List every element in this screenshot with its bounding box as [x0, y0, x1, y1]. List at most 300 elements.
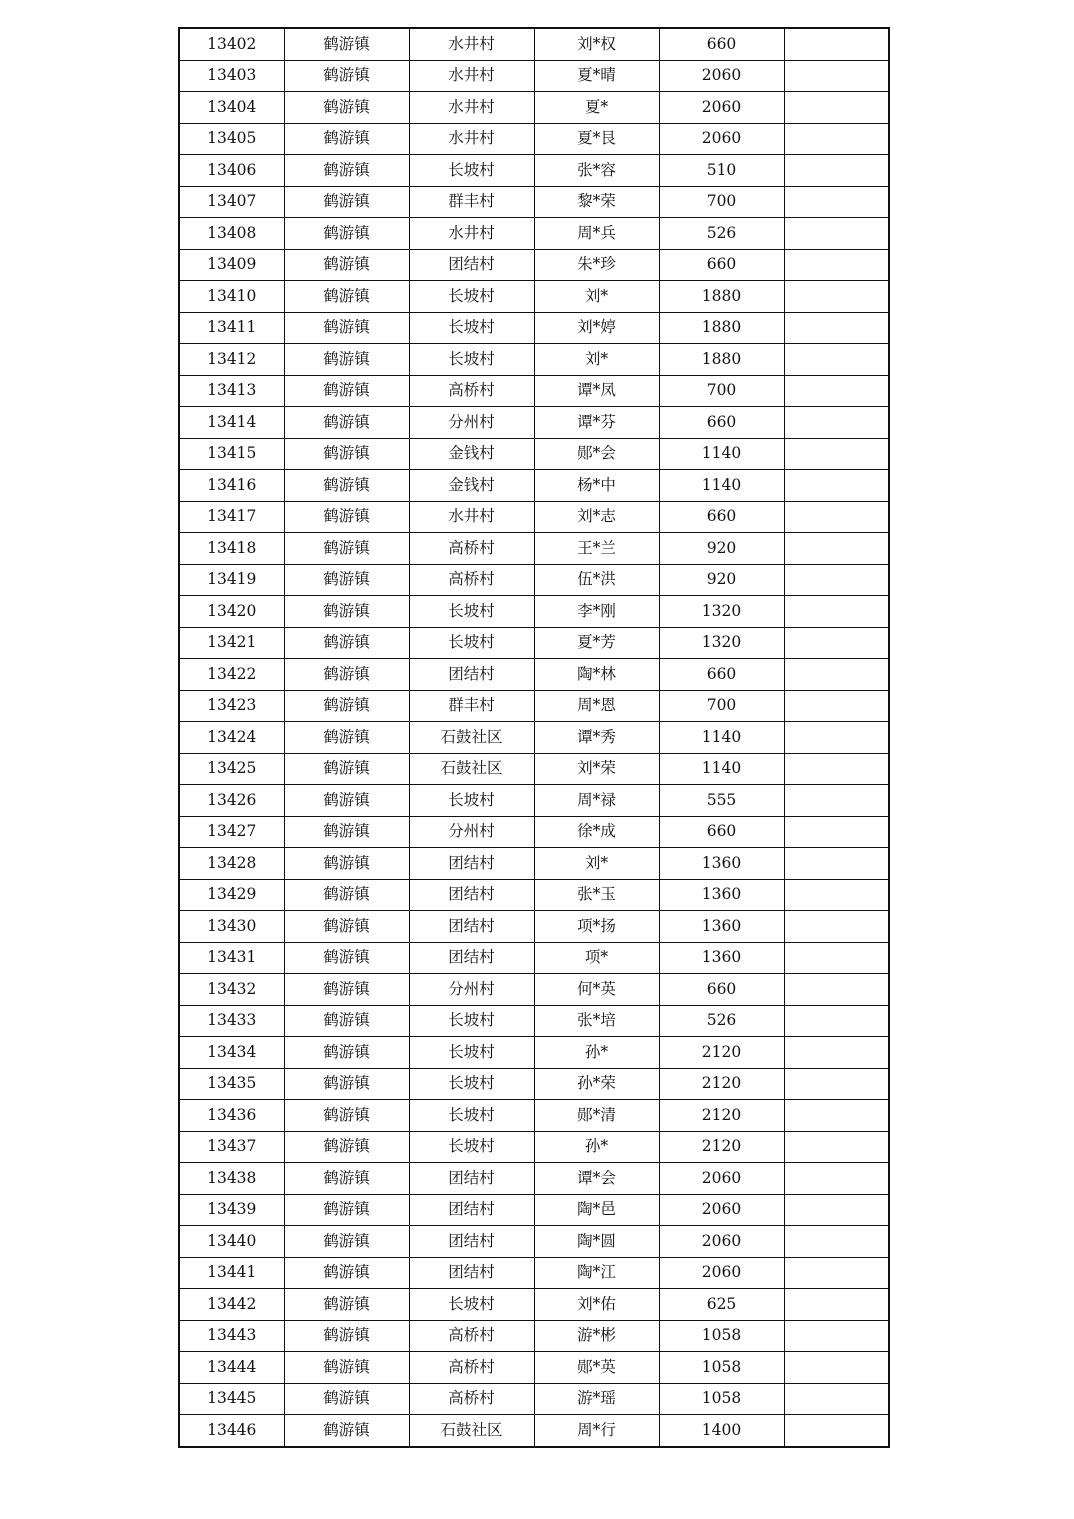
- record-id-cell: 13412: [179, 344, 284, 376]
- village-cell: 金钱村: [409, 470, 534, 502]
- amount-cell: 1058: [659, 1352, 784, 1384]
- village-cell: 石鼓社区: [409, 753, 534, 785]
- town-cell: 鹤游镇: [284, 438, 409, 470]
- table-row: [179, 974, 889, 1006]
- name-cell: 周*行: [534, 1415, 659, 1447]
- note-cell: [784, 816, 889, 848]
- record-id-cell: 13444: [179, 1352, 284, 1384]
- village-cell: 高桥村: [409, 1352, 534, 1384]
- amount-cell: 2060: [659, 1226, 784, 1258]
- name-cell: 刘*佑: [534, 1289, 659, 1321]
- name-cell: 陶*林: [534, 659, 659, 691]
- record-id-cell: 13445: [179, 1383, 284, 1415]
- amount-cell: 1140: [659, 470, 784, 502]
- town-cell: 鹤游镇: [284, 564, 409, 596]
- name-cell: 周*恩: [534, 690, 659, 722]
- town-cell: 鹤游镇: [284, 92, 409, 124]
- town-cell: 鹤游镇: [284, 785, 409, 817]
- note-cell: [784, 1163, 889, 1195]
- amount-cell: 2060: [659, 123, 784, 155]
- amount-cell: 2060: [659, 60, 784, 92]
- town-cell: 鹤游镇: [284, 974, 409, 1006]
- table-row: [179, 1352, 889, 1384]
- amount-cell: 555: [659, 785, 784, 817]
- amount-cell: 660: [659, 974, 784, 1006]
- town-cell: 鹤游镇: [284, 627, 409, 659]
- record-id-cell: 13427: [179, 816, 284, 848]
- name-cell: 郧*清: [534, 1100, 659, 1132]
- village-cell: 团结村: [409, 1226, 534, 1258]
- name-cell: 黎*荣: [534, 186, 659, 218]
- name-cell: 谭*秀: [534, 722, 659, 754]
- table-row: [179, 28, 889, 60]
- village-cell: 长坡村: [409, 155, 534, 187]
- amount-cell: 660: [659, 501, 784, 533]
- amount-cell: 1880: [659, 344, 784, 376]
- village-cell: 分州村: [409, 816, 534, 848]
- table-row: [179, 470, 889, 502]
- table-row: [179, 407, 889, 439]
- table-row: [179, 1005, 889, 1037]
- amount-cell: 920: [659, 564, 784, 596]
- record-id-cell: 13423: [179, 690, 284, 722]
- note-cell: [784, 1257, 889, 1289]
- town-cell: 鹤游镇: [284, 1257, 409, 1289]
- town-cell: 鹤游镇: [284, 690, 409, 722]
- amount-cell: 526: [659, 218, 784, 250]
- town-cell: 鹤游镇: [284, 1005, 409, 1037]
- name-cell: 伍*洪: [534, 564, 659, 596]
- table-row: [179, 785, 889, 817]
- town-cell: 鹤游镇: [284, 722, 409, 754]
- note-cell: [784, 407, 889, 439]
- record-id-cell: 13429: [179, 879, 284, 911]
- table-row: [179, 218, 889, 250]
- town-cell: 鹤游镇: [284, 281, 409, 313]
- note-cell: [784, 1415, 889, 1447]
- record-id-cell: 13402: [179, 28, 284, 60]
- village-cell: 长坡村: [409, 1037, 534, 1069]
- record-id-cell: 13436: [179, 1100, 284, 1132]
- town-cell: 鹤游镇: [284, 407, 409, 439]
- table-row: [179, 690, 889, 722]
- town-cell: 鹤游镇: [284, 123, 409, 155]
- amount-cell: 1360: [659, 879, 784, 911]
- table-row: [179, 1226, 889, 1258]
- table-row: [179, 1163, 889, 1195]
- village-cell: 长坡村: [409, 785, 534, 817]
- town-cell: 鹤游镇: [284, 911, 409, 943]
- name-cell: 刘*: [534, 281, 659, 313]
- record-id-cell: 13411: [179, 312, 284, 344]
- note-cell: [784, 312, 889, 344]
- table-row: [179, 596, 889, 628]
- village-cell: 团结村: [409, 659, 534, 691]
- village-cell: 团结村: [409, 249, 534, 281]
- name-cell: 游*瑶: [534, 1383, 659, 1415]
- table-row: [179, 501, 889, 533]
- name-cell: 朱*珍: [534, 249, 659, 281]
- note-cell: [784, 596, 889, 628]
- name-cell: 夏*艮: [534, 123, 659, 155]
- village-cell: 团结村: [409, 1257, 534, 1289]
- note-cell: [784, 249, 889, 281]
- amount-cell: 1058: [659, 1320, 784, 1352]
- town-cell: 鹤游镇: [284, 1037, 409, 1069]
- village-cell: 水井村: [409, 123, 534, 155]
- amount-cell: 1140: [659, 722, 784, 754]
- amount-cell: 660: [659, 659, 784, 691]
- name-cell: 张*培: [534, 1005, 659, 1037]
- table-row: [179, 659, 889, 691]
- note-cell: [784, 92, 889, 124]
- name-cell: 王*兰: [534, 533, 659, 565]
- note-cell: [784, 375, 889, 407]
- name-cell: 刘*志: [534, 501, 659, 533]
- record-id-cell: 13428: [179, 848, 284, 880]
- amount-cell: 700: [659, 186, 784, 218]
- note-cell: [784, 722, 889, 754]
- record-id-cell: 13410: [179, 281, 284, 313]
- village-cell: 水井村: [409, 28, 534, 60]
- amount-cell: 700: [659, 375, 784, 407]
- record-id-cell: 13432: [179, 974, 284, 1006]
- village-cell: 团结村: [409, 942, 534, 974]
- table-row: [179, 1320, 889, 1352]
- town-cell: 鹤游镇: [284, 1352, 409, 1384]
- record-id-cell: 13438: [179, 1163, 284, 1195]
- table-row: [179, 848, 889, 880]
- record-id-cell: 13443: [179, 1320, 284, 1352]
- amount-cell: 660: [659, 249, 784, 281]
- record-id-cell: 13435: [179, 1068, 284, 1100]
- record-id-cell: 13424: [179, 722, 284, 754]
- amount-cell: 1320: [659, 627, 784, 659]
- town-cell: 鹤游镇: [284, 1383, 409, 1415]
- note-cell: [784, 911, 889, 943]
- record-id-cell: 13430: [179, 911, 284, 943]
- record-id-cell: 13446: [179, 1415, 284, 1447]
- note-cell: [784, 533, 889, 565]
- note-cell: [784, 1131, 889, 1163]
- table-row: [179, 1257, 889, 1289]
- name-cell: 刘*: [534, 848, 659, 880]
- amount-cell: 2060: [659, 1163, 784, 1195]
- town-cell: 鹤游镇: [284, 28, 409, 60]
- name-cell: 孙*: [534, 1131, 659, 1163]
- table-row: [179, 375, 889, 407]
- name-cell: 周*兵: [534, 218, 659, 250]
- amount-cell: 2060: [659, 92, 784, 124]
- record-id-cell: 13437: [179, 1131, 284, 1163]
- record-id-cell: 13442: [179, 1289, 284, 1321]
- town-cell: 鹤游镇: [284, 249, 409, 281]
- amount-cell: 920: [659, 533, 784, 565]
- village-cell: 长坡村: [409, 1068, 534, 1100]
- town-cell: 鹤游镇: [284, 375, 409, 407]
- village-cell: 金钱村: [409, 438, 534, 470]
- table-row: [179, 186, 889, 218]
- village-cell: 水井村: [409, 92, 534, 124]
- village-cell: 分州村: [409, 407, 534, 439]
- note-cell: [784, 186, 889, 218]
- table-row: [179, 1068, 889, 1100]
- name-cell: 夏*晴: [534, 60, 659, 92]
- table-row: [179, 564, 889, 596]
- note-cell: [784, 281, 889, 313]
- town-cell: 鹤游镇: [284, 1289, 409, 1321]
- village-cell: 长坡村: [409, 1100, 534, 1132]
- town-cell: 鹤游镇: [284, 848, 409, 880]
- village-cell: 团结村: [409, 911, 534, 943]
- table-row: [179, 816, 889, 848]
- amount-cell: 2060: [659, 1257, 784, 1289]
- record-id-cell: 13408: [179, 218, 284, 250]
- amount-cell: 1880: [659, 312, 784, 344]
- name-cell: 游*彬: [534, 1320, 659, 1352]
- table-row: [179, 344, 889, 376]
- village-cell: 高桥村: [409, 1383, 534, 1415]
- name-cell: 周*禄: [534, 785, 659, 817]
- town-cell: 鹤游镇: [284, 1320, 409, 1352]
- table-row: [179, 722, 889, 754]
- record-id-cell: 13440: [179, 1226, 284, 1258]
- town-cell: 鹤游镇: [284, 1163, 409, 1195]
- record-id-cell: 13422: [179, 659, 284, 691]
- record-id-cell: 13433: [179, 1005, 284, 1037]
- table-row: [179, 1415, 889, 1447]
- record-id-cell: 13425: [179, 753, 284, 785]
- table-body: [179, 28, 889, 1447]
- town-cell: 鹤游镇: [284, 533, 409, 565]
- town-cell: 鹤游镇: [284, 501, 409, 533]
- amount-cell: 660: [659, 407, 784, 439]
- record-id-cell: 13426: [179, 785, 284, 817]
- name-cell: 孙*荣: [534, 1068, 659, 1100]
- amount-cell: 1140: [659, 753, 784, 785]
- table-row: [179, 1100, 889, 1132]
- name-cell: 陶*圆: [534, 1226, 659, 1258]
- town-cell: 鹤游镇: [284, 816, 409, 848]
- record-id-cell: 13405: [179, 123, 284, 155]
- amount-cell: 1140: [659, 438, 784, 470]
- name-cell: 李*刚: [534, 596, 659, 628]
- village-cell: 群丰村: [409, 690, 534, 722]
- table-row: [179, 92, 889, 124]
- note-cell: [784, 1194, 889, 1226]
- record-id-cell: 13431: [179, 942, 284, 974]
- name-cell: 刘*荣: [534, 753, 659, 785]
- note-cell: [784, 690, 889, 722]
- note-cell: [784, 438, 889, 470]
- table-row: [179, 123, 889, 155]
- table-row: [179, 942, 889, 974]
- table-row: [179, 1194, 889, 1226]
- note-cell: [784, 218, 889, 250]
- name-cell: 孙*: [534, 1037, 659, 1069]
- table-row: [179, 533, 889, 565]
- note-cell: [784, 879, 889, 911]
- amount-cell: 625: [659, 1289, 784, 1321]
- record-id-cell: 13421: [179, 627, 284, 659]
- village-cell: 水井村: [409, 60, 534, 92]
- note-cell: [784, 974, 889, 1006]
- note-cell: [784, 564, 889, 596]
- village-cell: 高桥村: [409, 1320, 534, 1352]
- name-cell: 谭*凤: [534, 375, 659, 407]
- name-cell: 夏*: [534, 92, 659, 124]
- note-cell: [784, 785, 889, 817]
- amount-cell: 1360: [659, 911, 784, 943]
- amount-cell: 1320: [659, 596, 784, 628]
- record-id-cell: 13403: [179, 60, 284, 92]
- note-cell: [784, 1320, 889, 1352]
- note-cell: [784, 1005, 889, 1037]
- table-row: [179, 753, 889, 785]
- note-cell: [784, 60, 889, 92]
- village-cell: 团结村: [409, 1163, 534, 1195]
- table-row: [179, 911, 889, 943]
- record-id-cell: 13406: [179, 155, 284, 187]
- name-cell: 张*玉: [534, 879, 659, 911]
- table-row: [179, 1289, 889, 1321]
- record-id-cell: 13418: [179, 533, 284, 565]
- village-cell: 团结村: [409, 1194, 534, 1226]
- town-cell: 鹤游镇: [284, 1131, 409, 1163]
- name-cell: 谭*会: [534, 1163, 659, 1195]
- amount-cell: 510: [659, 155, 784, 187]
- village-cell: 长坡村: [409, 281, 534, 313]
- town-cell: 鹤游镇: [284, 470, 409, 502]
- table-row: [179, 1037, 889, 1069]
- town-cell: 鹤游镇: [284, 60, 409, 92]
- town-cell: 鹤游镇: [284, 879, 409, 911]
- town-cell: 鹤游镇: [284, 596, 409, 628]
- name-cell: 项*: [534, 942, 659, 974]
- record-id-cell: 13415: [179, 438, 284, 470]
- amount-cell: 2120: [659, 1100, 784, 1132]
- village-cell: 长坡村: [409, 627, 534, 659]
- town-cell: 鹤游镇: [284, 1100, 409, 1132]
- town-cell: 鹤游镇: [284, 344, 409, 376]
- note-cell: [784, 470, 889, 502]
- village-cell: 长坡村: [409, 596, 534, 628]
- note-cell: [784, 501, 889, 533]
- amount-cell: 2060: [659, 1194, 784, 1226]
- town-cell: 鹤游镇: [284, 186, 409, 218]
- table-row: [179, 155, 889, 187]
- name-cell: 郧*英: [534, 1352, 659, 1384]
- record-id-cell: 13409: [179, 249, 284, 281]
- name-cell: 项*扬: [534, 911, 659, 943]
- town-cell: 鹤游镇: [284, 1194, 409, 1226]
- amount-cell: 1360: [659, 942, 784, 974]
- note-cell: [784, 1289, 889, 1321]
- note-cell: [784, 753, 889, 785]
- note-cell: [784, 848, 889, 880]
- table-row: [179, 60, 889, 92]
- village-cell: 石鼓社区: [409, 1415, 534, 1447]
- name-cell: 郧*会: [534, 438, 659, 470]
- note-cell: [784, 659, 889, 691]
- village-cell: 分州村: [409, 974, 534, 1006]
- village-cell: 群丰村: [409, 186, 534, 218]
- amount-cell: 700: [659, 690, 784, 722]
- village-cell: 团结村: [409, 848, 534, 880]
- town-cell: 鹤游镇: [284, 218, 409, 250]
- amount-cell: 526: [659, 1005, 784, 1037]
- name-cell: 陶*邑: [534, 1194, 659, 1226]
- note-cell: [784, 344, 889, 376]
- record-id-cell: 13420: [179, 596, 284, 628]
- record-id-cell: 13439: [179, 1194, 284, 1226]
- table-row: [179, 281, 889, 313]
- note-cell: [784, 1383, 889, 1415]
- name-cell: 张*容: [534, 155, 659, 187]
- town-cell: 鹤游镇: [284, 1226, 409, 1258]
- village-cell: 高桥村: [409, 375, 534, 407]
- note-cell: [784, 942, 889, 974]
- town-cell: 鹤游镇: [284, 659, 409, 691]
- note-cell: [784, 1352, 889, 1384]
- village-cell: 团结村: [409, 879, 534, 911]
- village-cell: 高桥村: [409, 564, 534, 596]
- village-cell: 长坡村: [409, 1131, 534, 1163]
- record-id-cell: 13414: [179, 407, 284, 439]
- note-cell: [784, 155, 889, 187]
- amount-cell: 1400: [659, 1415, 784, 1447]
- amount-cell: 660: [659, 28, 784, 60]
- table-row: [179, 438, 889, 470]
- note-cell: [784, 1037, 889, 1069]
- name-cell: 徐*成: [534, 816, 659, 848]
- note-cell: [784, 123, 889, 155]
- village-cell: 长坡村: [409, 344, 534, 376]
- amount-cell: 2120: [659, 1037, 784, 1069]
- table-row: [179, 249, 889, 281]
- town-cell: 鹤游镇: [284, 942, 409, 974]
- name-cell: 刘*权: [534, 28, 659, 60]
- village-cell: 高桥村: [409, 533, 534, 565]
- note-cell: [784, 1068, 889, 1100]
- note-cell: [784, 627, 889, 659]
- table-row: [179, 1383, 889, 1415]
- table-row: [179, 312, 889, 344]
- record-id-cell: 13416: [179, 470, 284, 502]
- village-cell: 水井村: [409, 218, 534, 250]
- amount-cell: 2120: [659, 1068, 784, 1100]
- amount-cell: 1360: [659, 848, 784, 880]
- town-cell: 鹤游镇: [284, 155, 409, 187]
- record-id-cell: 13434: [179, 1037, 284, 1069]
- amount-cell: 660: [659, 816, 784, 848]
- amount-cell: 2120: [659, 1131, 784, 1163]
- town-cell: 鹤游镇: [284, 1415, 409, 1447]
- town-cell: 鹤游镇: [284, 753, 409, 785]
- record-id-cell: 13419: [179, 564, 284, 596]
- town-cell: 鹤游镇: [284, 1068, 409, 1100]
- village-cell: 长坡村: [409, 312, 534, 344]
- village-cell: 石鼓社区: [409, 722, 534, 754]
- name-cell: 杨*中: [534, 470, 659, 502]
- town-cell: 鹤游镇: [284, 312, 409, 344]
- village-cell: 水井村: [409, 501, 534, 533]
- record-id-cell: 13417: [179, 501, 284, 533]
- name-cell: 夏*芳: [534, 627, 659, 659]
- table-row: [179, 1131, 889, 1163]
- name-cell: 谭*芬: [534, 407, 659, 439]
- table-row: [179, 627, 889, 659]
